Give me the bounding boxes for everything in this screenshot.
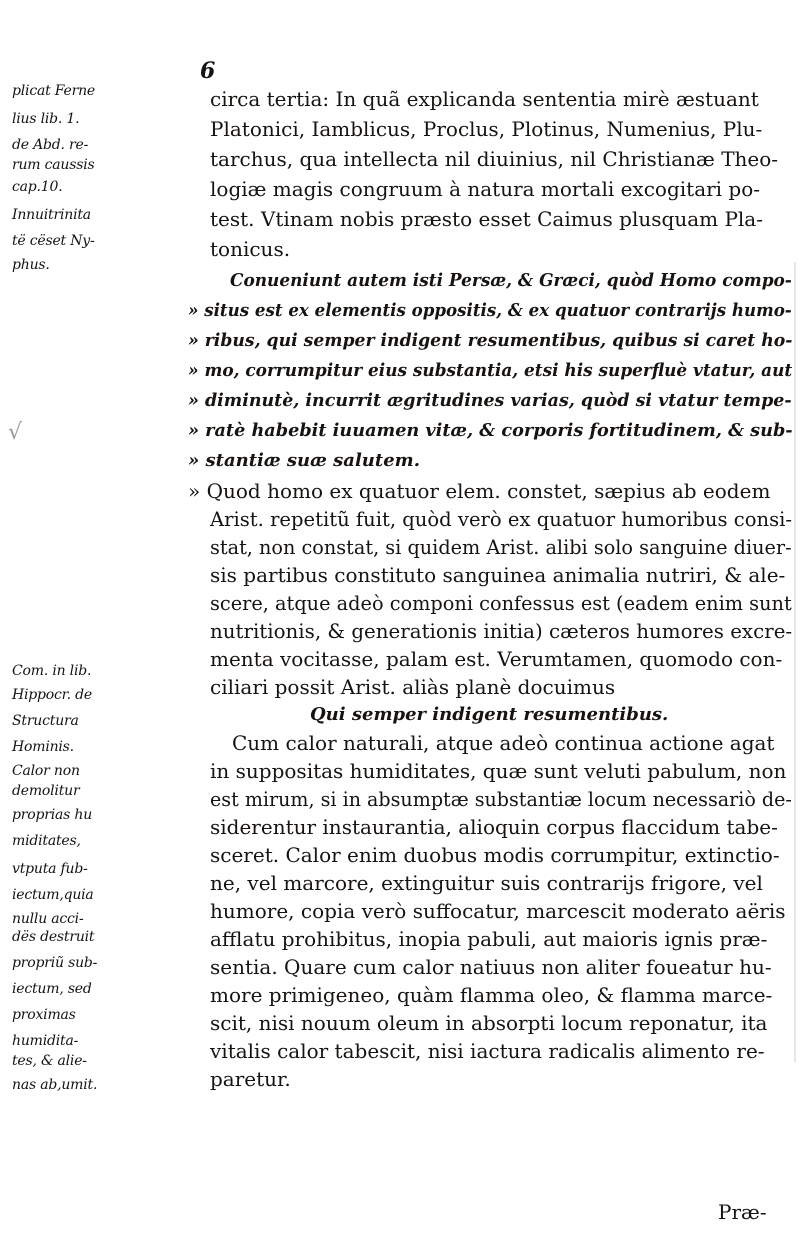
margin-note: Calor non [12,763,80,779]
margin-note: Com. in lib. [12,663,92,679]
margin-note: Structura [12,713,79,729]
quote-line: » situs est ex elementis oppositis, & ex quatuor contrarijs humo- [188,300,792,321]
margin-note: humidita- [12,1033,79,1049]
text-line: tonicus. [210,237,291,261]
catchword: Præ- [718,1200,767,1224]
text-line: logiæ magis congruum à natura mortali excogitari po- [210,177,761,201]
margin-mark-icon: √ [8,420,23,445]
text-line: Cum calor naturali, atque adeò continua actione agat [232,731,775,755]
text-line: Platonici, Iamblicus, Proclus, Plotinus, Numenius, Plu- [210,117,763,141]
text-line: scere, atque adeò componi confessus est (eadem enim sunt [210,591,792,615]
text-line: sentia. Quare cum calor natiuus non aliter foueatur hu- [210,955,772,979]
margin-note: tes, & alie- [12,1053,87,1069]
margin-note: demolitur [12,783,80,799]
margin-note: vtputa fub- [12,861,88,877]
margin-note: iectum, sed [12,981,92,997]
margin-note: Hominis. [12,739,74,755]
text-line: tarchus, qua intellecta nil diuinius, nil Christianæ Theo- [210,147,779,171]
text-line: vitalis calor tabescit, nisi iactura radicalis alimento re- [210,1039,765,1063]
text-line: Arist. repetitũ fuit, quòd verò ex quatuor humoribus consi- [210,507,793,531]
text-line: paretur. [210,1067,291,1091]
text-line: ciliari possit Arist. aliàs planè docuimus [210,675,616,699]
text-line: more primigeneo, quàm flamma oleo, & flamma marce- [210,983,773,1007]
page-edge-rule [794,262,796,1062]
margin-note: proximas [12,1007,76,1023]
text-line: siderentur instaurantia, alioquin corpus flaccidum tabe- [210,815,778,839]
text-line: test. Vtinam nobis præsto esset Caimus plusquam Pla- [210,207,763,231]
text-line: circa tertia: In quã explicanda sententia mirè æstuant [210,87,759,111]
text-line: stat, non constat, si quidem Arist. alibi solo sanguine diuer- [210,535,792,559]
text-line: est mirum, si in absumptæ substantiæ locum necessariò de- [210,787,792,811]
quote-line: » ribus, qui semper indigent resumentibus, quibus si caret ho- [188,330,793,351]
text-line: in suppositas humiditates, quæ sunt veluti pabulum, non [210,759,787,783]
text-line: ne, vel marcore, extinguitur suis contrarijs frigore, vel [210,871,763,895]
margin-note: de Abd. re- [12,137,89,153]
margin-note: Hippocr. de [12,687,92,703]
text-line: scit, nisi nouum oleum in absorpti locum reponatur, ita [210,1011,768,1035]
text-line: sceret. Calor enim duobus modis corrumpitur, extinctio- [210,843,780,867]
margin-note: të cëset Ny- [12,233,95,249]
quote-line: » ratè habebit iuuamen vitæ, & corporis fortitudinem, & sub- [188,420,793,441]
margin-note: phus. [12,257,50,273]
margin-note: miditates, [12,833,81,849]
margin-note: lius lib. 1. [12,111,80,127]
text-line: sis partibus constituto sanguinea animalia nutriri, & ale- [210,563,786,587]
margin-note: dës destruit [12,929,95,945]
page-number: 6 [200,58,216,84]
quote-line: » diminutè, incurrit ægritudines varias, quòd si vtatur tempe- [188,390,792,411]
quote-line: » stantiæ suæ salutem. [188,450,420,471]
text-line: nutritionis, & generationis initia) cæteros humores excre- [210,619,793,643]
margin-note: nullu acci- [12,911,84,927]
margin-note: nas ab,umit. [12,1077,98,1093]
margin-note: iectum,quia [12,887,94,903]
lemma-heading: Qui semper indigent resumentibus. [310,704,669,725]
margin-note: propriũ sub- [12,955,98,971]
quote-line: Conueniunt autem isti Persæ, & Græci, quòd Homo compo- [230,270,792,291]
margin-note: rum caussis [12,157,95,173]
margin-note: Innuitrinita [12,207,91,223]
quote-line: » mo, corrumpitur eius substantia, etsi his superfluè vtatur, aut [188,360,793,381]
margin-note: plicat Ferne [12,83,96,99]
text-line: menta vocitasse, palam est. Verumtamen, quomodo con- [210,647,783,671]
text-line: » Quod homo ex quatuor elem. constet, sæpius ab eodem [188,479,771,503]
text-line: humore, copia verò suffocatur, marcescit moderato aëris [210,899,786,923]
text-line: afflatu prohibitus, inopia pabuli, aut maioris ignis præ- [210,927,768,951]
margin-note: proprias hu [12,807,93,823]
margin-note: cap.10. [12,179,63,195]
